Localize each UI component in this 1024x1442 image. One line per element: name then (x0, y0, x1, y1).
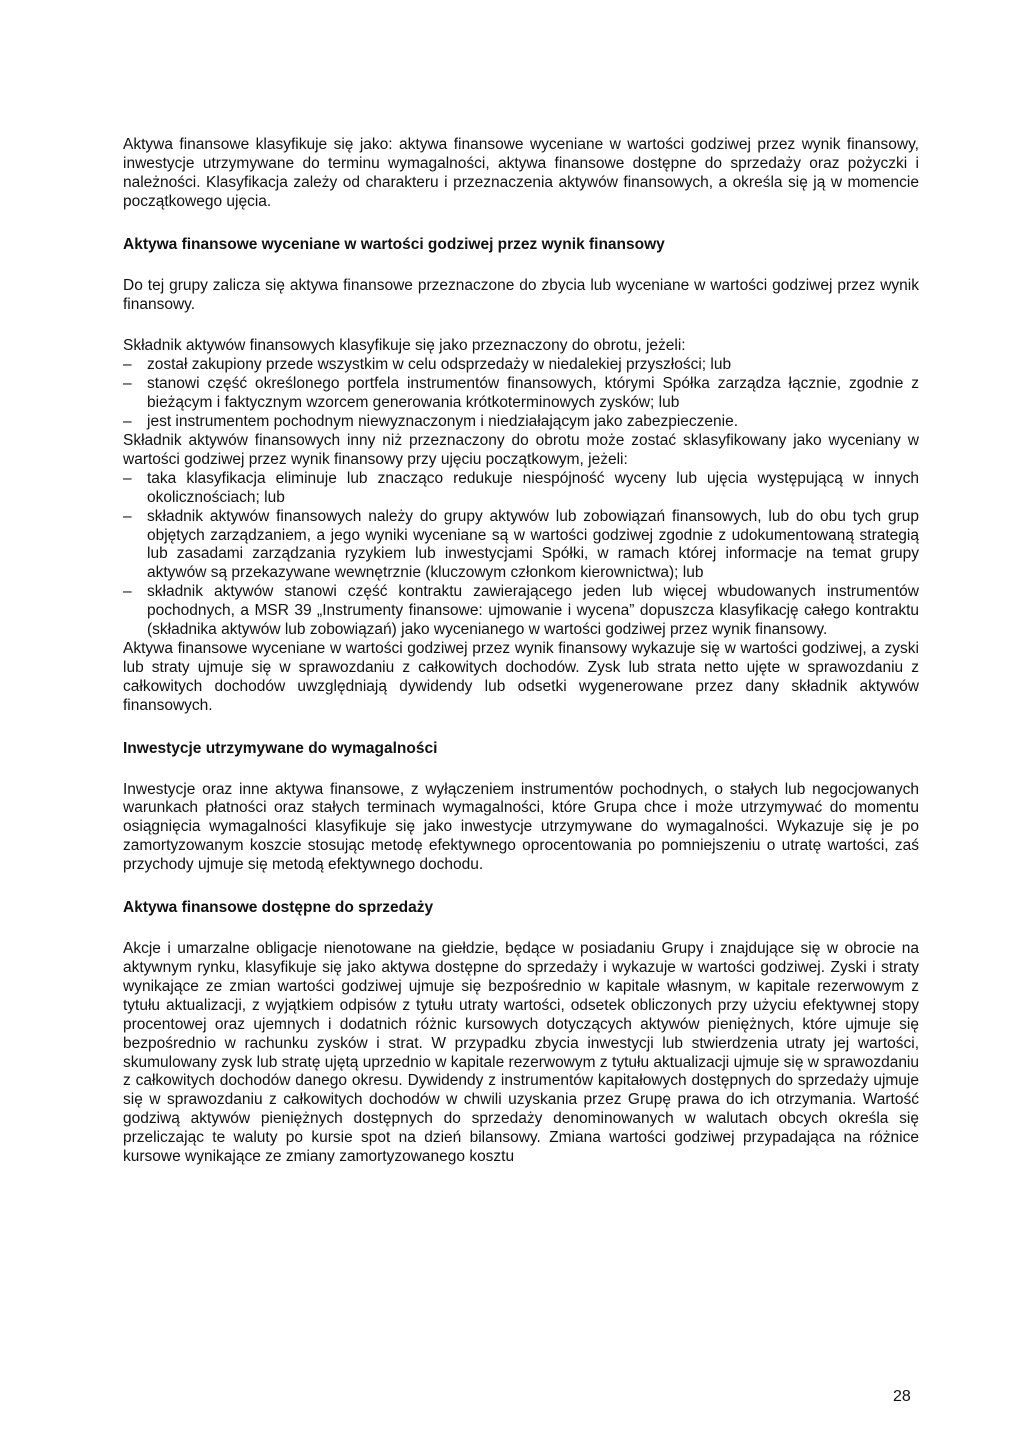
list-item (123, 413, 919, 432)
intro-paragraph: Aktywa finansowe klasyfikuje się jako: aktywa finansowe wyceniane w wartości godziwej przez wynik finansowy, inwestycje utrzymywane do terminu wymagalności, aktywa finansowe dostępne do sprzedaży oraz pożyczki i należności. Klasyfikacja zależy od charakteru i przeznaczenia aktywów finansowych, a określa się ją w momencie początkowego ujęcia. (123, 136, 919, 210)
dash-bullet: – (123, 413, 132, 431)
list-item-text: składnik aktywów finansowych należy do grupy aktywów lub zobowiązań finansowych, lub do obu tych grup objętych zarządzaniem, a jego wyniki wyceniane są w wartości godziwej zgodnie z udokumentowaną strategią lub zasadami zarządzania ryzykiem lub inwestycjami Spółki, w ramach której informacje na temat grupy aktywów są przekazywane wewnętrznie (kluczowym członkom kierownictwa); lub (147, 507, 919, 582)
fvpl-measurement-paragraph: Aktywa finansowe wyceniane w wartości godziwej przez wynik finansowy wykazuje się w wartości godziwej, a zyski lub straty ujmuje się w sprawozdaniu z całkowitych dochodów. Zysk lub strata netto ujęte w sprawozdaniu z całkowitych dochodów uwzględniają dywidendy lub odsetki wygenerowane przez dany składnik aktywów finansowych. (123, 639, 919, 714)
dash-bullet: – (123, 507, 132, 525)
dash-bullet: – (123, 356, 132, 374)
designated-intro-paragraph: Składnik aktywów finansowych inny niż przeznaczony do obrotu może zostać sklasyfikowany jako wyceniany w wartości godziwej przez wynik finansowy przy ujęciu początkowym, jeżeli: (123, 431, 919, 468)
page-content (123, 136, 919, 1167)
htm-paragraph: Inwestycje oraz inne aktywa finansowe, z wyłączeniem instrumentów pochodnych, o stałych lub negocjowanych warunkach płatności oraz stałych terminach wymagalności, które Grupa chce i może utrzymywać do momentu osiągnięcia wymagalności klasyfikuje się jako inwestycje utrzymywane do wymagalności. Wykazuje się je po zamortyzowanym koszcie stosując metodę efektywnego oprocentowania po pomniejszeniu o utratę wartości, zaś przychody ujmuje się metodą efektywnego dochodu. (123, 780, 919, 874)
dash-bullet: – (123, 469, 132, 487)
list-item-text: jest instrumentem pochodnym niewyznaczonym i niedziałającym jako zabezpieczenie. (147, 413, 739, 431)
list-item (123, 356, 919, 375)
list-item-text: został zakupiony przede wszystkim w celu odsprzedaży w niedalekiej przyszłości; lub (147, 356, 732, 374)
list-item (123, 375, 919, 413)
designated-criteria-list (123, 470, 919, 640)
dash-bullet: – (123, 583, 132, 601)
afs-paragraph: Akcje i umarzalne obligacje nienotowane na giełdzie, będące w posiadaniu Grupy i znajdujące się w obrocie na aktywnym rynku, klasyfikuje się jako aktywa dostępne do sprzedaży i wykazuje w wartości godziwej. Zyski i straty wynikające ze zmian wartości godziwej ujmuje się bezpośrednio w kapitale własnym, w kapitale rezerwowym z tytułu aktualizacji, z wyjątkiem odpisów z tytułu utraty wartości, odsetek obliczonych przy użyciu efektywnej stopy procentowej oraz ujemnych i dodatnich różnic kursowych dotyczących aktywów pieniężnych, które ujmuje się bezpośrednio w rachunku zysków i strat. W przypadku zbycia inwestycji lub stwierdzenia utraty jej wartości, skumulowany zysk lub stratę ujętą uprzednio w kapitale rezerwowym z tytułu aktualizacji ujmuje się w sprawozdaniu z całkowitych dochodów danego okresu. Dywidendy z instrumentów kapitałowych dostępnych do sprzedaży ujmuje się w sprawozdaniu z całkowitych dochodów w chwili uzyskania przez Grupę prawa do ich otrzymania. Wartość godziwą aktywów pieniężnych dostępnych do sprzedaży denominowanych w walutach obcych określa się przeliczając te waluty po kursie spot na dzień bilansowy. Zmiana wartości godziwej przypadająca na różnice kursowe wynikające ze zmiany zamortyzowanego kosztu (123, 940, 919, 1166)
trading-intro-paragraph: Składnik aktywów finansowych klasyfikuje się jako przeznaczony do obrotu, jeżeli: (123, 337, 686, 355)
heading-htm: Inwestycje utrzymywane do wymagalności (123, 739, 438, 757)
trading-criteria-list (123, 356, 919, 432)
list-item (123, 508, 919, 584)
list-item-text: stanowi część określonego portfela instrumentów finansowych, którymi Spółka zarządza łącznie, zgodnie z bieżącym i faktycznym wzorcem generowania krótkoterminowych zysków; lub (147, 375, 919, 412)
dash-bullet: – (123, 375, 132, 393)
heading-afs: Aktywa finansowe dostępne do sprzedaży (123, 899, 434, 917)
page-number: 28 (893, 1388, 911, 1405)
heading-fvpl: Aktywa finansowe wyceniane w wartości godziwej przez wynik finansowy (123, 235, 665, 253)
list-item-text: taka klasyfikacja eliminuje lub znacząco redukuje niespójność wyceny lub ujęcia występującą w innych okolicznościach; lub (147, 469, 919, 506)
list-item (123, 470, 919, 508)
list-item (123, 583, 919, 640)
fvpl-group-paragraph: Do tej grupy zalicza się aktywa finansowe przeznaczone do zbycia lub wyceniane w wartości godziwej przez wynik finansowy. (123, 276, 919, 313)
list-item-text: składnik aktywów stanowi część kontraktu zawierającego jeden lub więcej wbudowanych instrumentów pochodnych, a MSR 39 „Instrumenty finansowe: ujmowanie i wycena” dopuszcza klasyfikację całego kontraktu (składnika aktywów lub zobowiązań) jako wycenianego w wartości godziwej przez wynik finansowy. (147, 583, 919, 639)
